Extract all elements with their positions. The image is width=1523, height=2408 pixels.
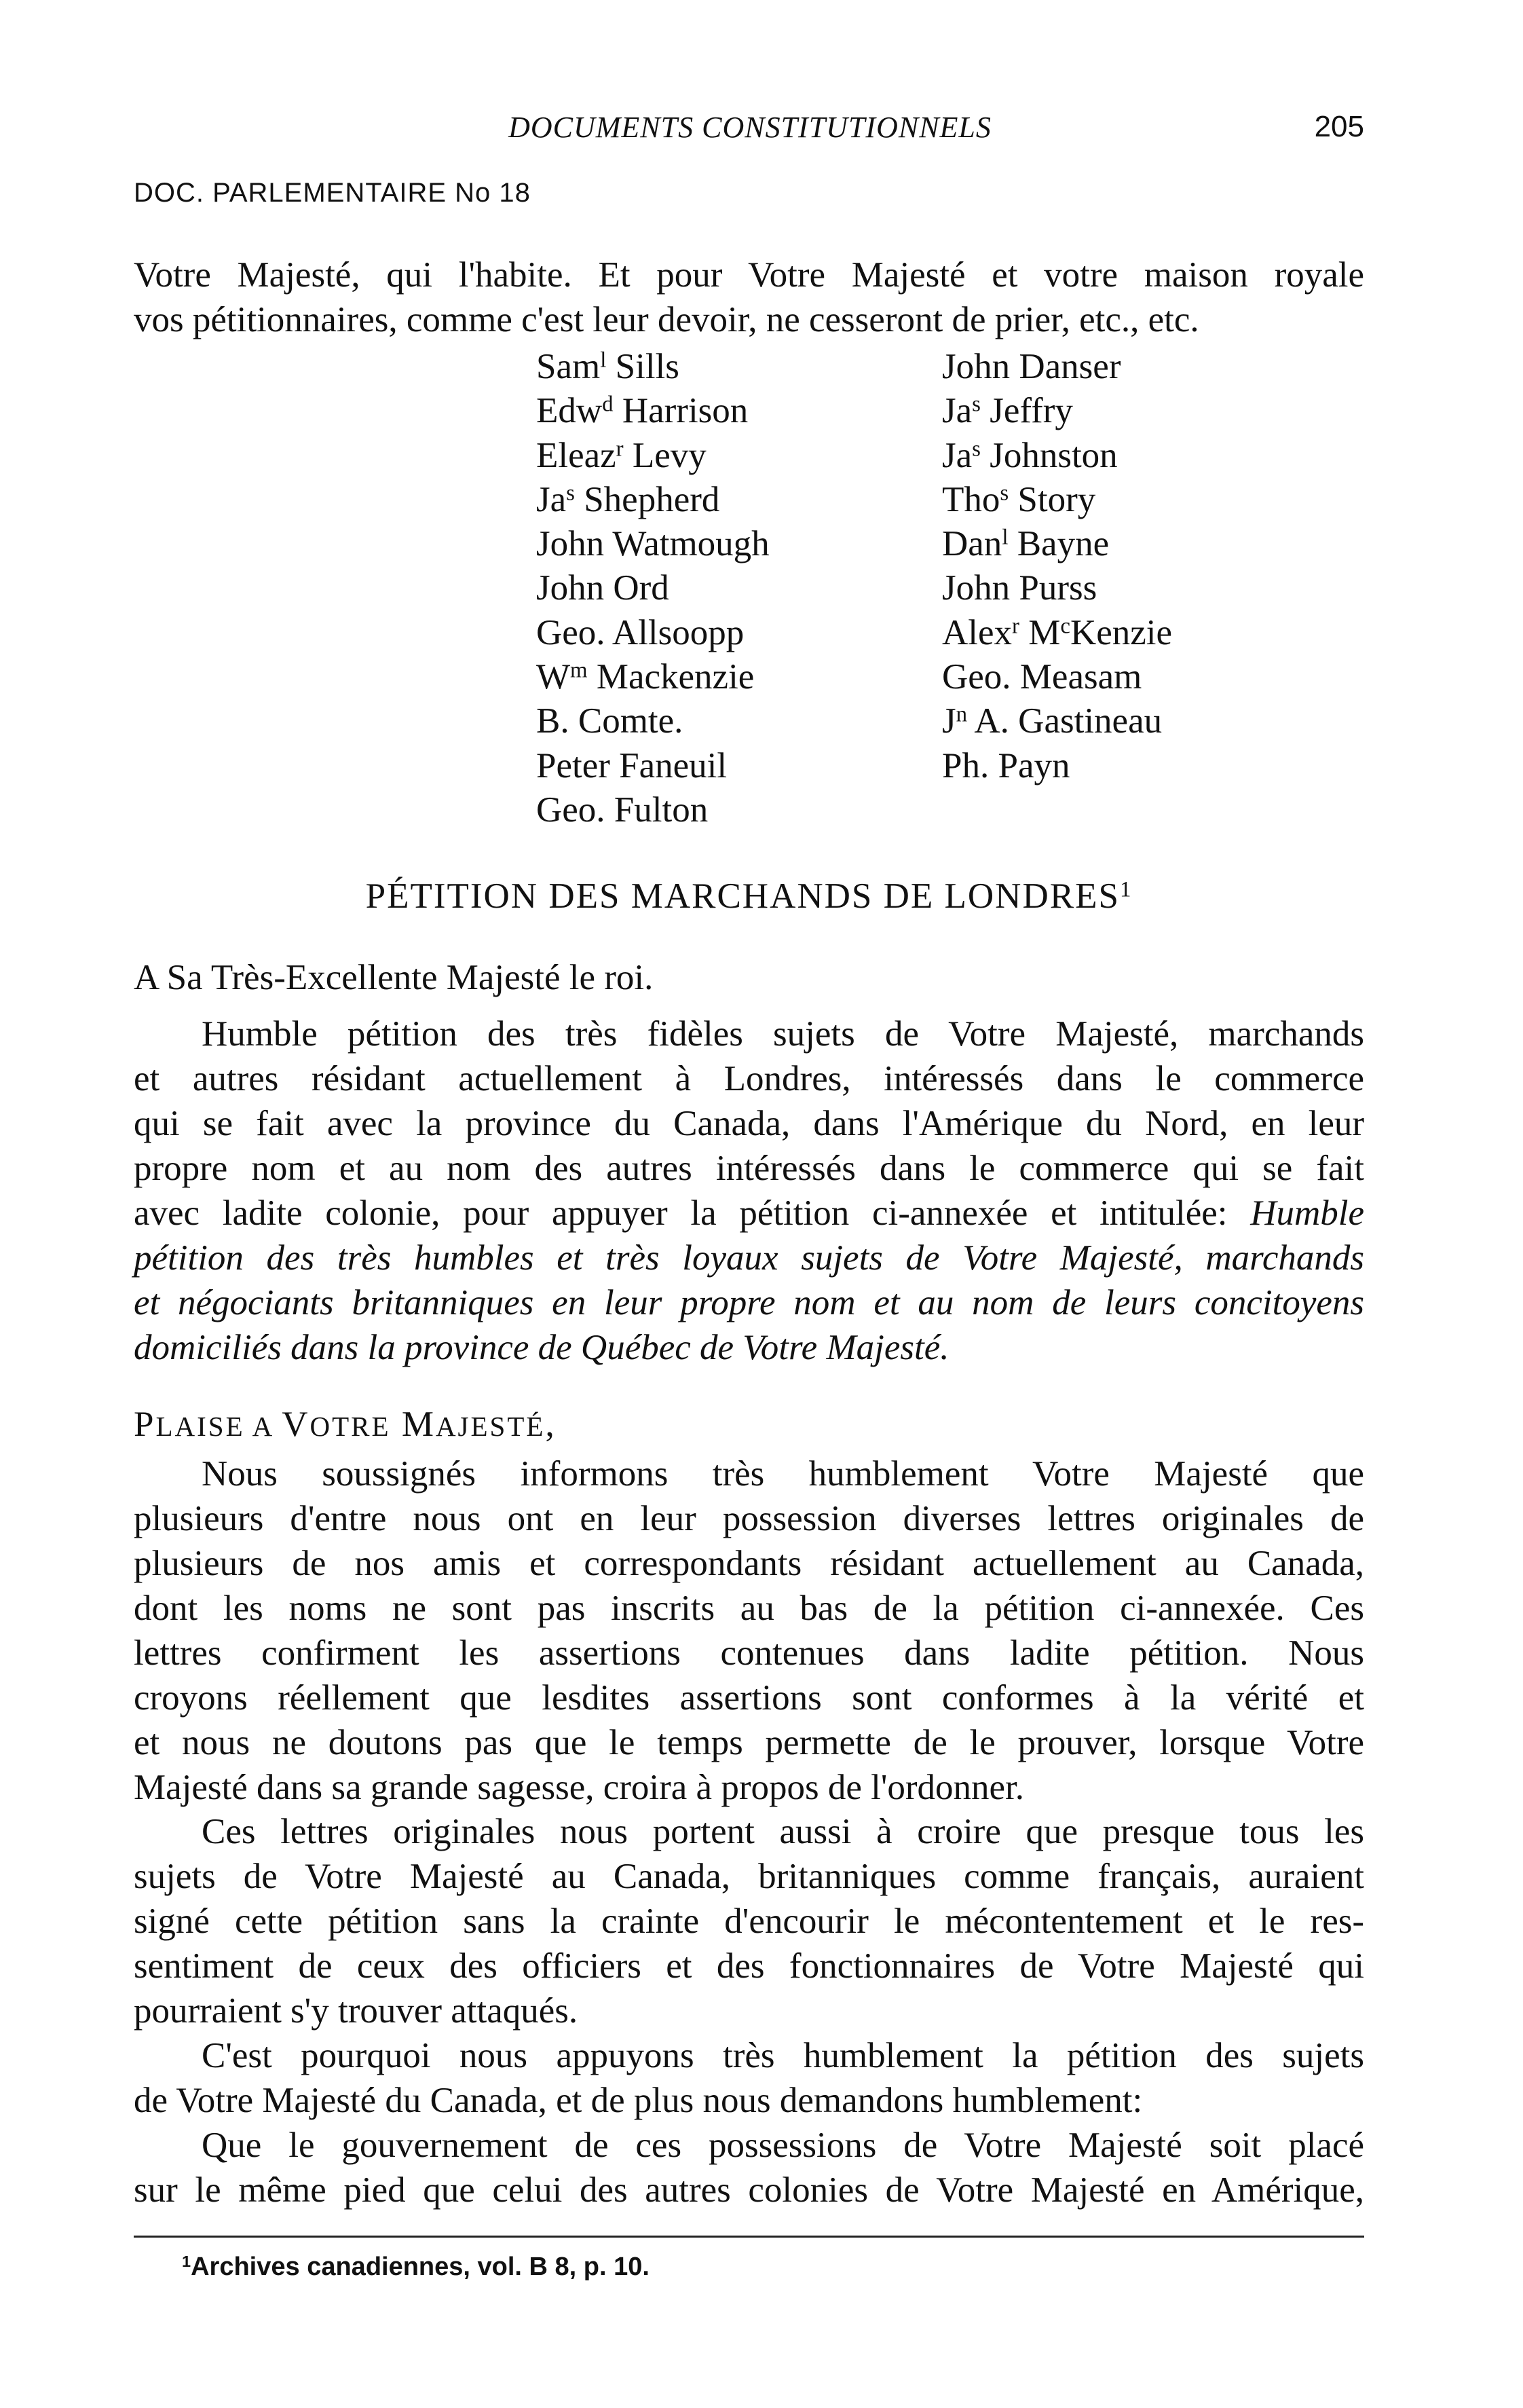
petition-paragraph-2 <box>134 1451 1364 1810</box>
text-line: sentiment de ceux des officiers et des fonctionnaires de Votre Majesté qui <box>134 1946 1364 1986</box>
footnote-reference: 1 <box>1119 877 1133 902</box>
signature-name: Tho$^s$ Story <box>942 479 1096 519</box>
text-line: plusieurs de nos amis et correspondants résidant actuellement au Canada, <box>134 1544 1364 1583</box>
running-header <box>136 110 1364 158</box>
signature-name: Ja$^s$ Jeffry <box>942 391 1073 431</box>
text-line: et autres résidant actuellement à Londres, intéressés dans le commerce <box>134 1059 1364 1098</box>
signature-name: Geo. Measam <box>942 657 1142 697</box>
signature-name: Ja$^s$ Shepherd <box>536 479 720 519</box>
text-line: Majesté dans sa grande sagesse, croira à propos de l'ordonner. <box>134 1768 1025 1807</box>
signature-name: John Watmough <box>536 524 770 564</box>
signature-column-right <box>942 345 1172 788</box>
text-line: Votre Majesté, qui l'habite. Et pour Votre Majesté et votre maison royale <box>134 255 1364 295</box>
text-line: pétition des très humbles et très loyaux sujets de Votre Majesté, marchands <box>134 1238 1364 1278</box>
signature-name: Peter Faneuil <box>536 745 728 785</box>
signature-name: Dan$^l$ Bayne <box>942 524 1110 564</box>
signature-name: Ph. Payn <box>942 745 1070 785</box>
signature-name: John Ord <box>536 568 669 608</box>
text-line: sur le même pied que celui des autres colonies de Votre Majesté en Amérique, <box>134 2170 1364 2210</box>
text-line: avec ladite colonie, pour appuyer la pétition ci-annexée et intitulée: Humble <box>134 1193 1364 1233</box>
footnote-divider <box>134 2236 1364 2238</box>
text-line: de Votre Majesté du Canada, et de plus nous demandons humblement: <box>134 2081 1143 2120</box>
opening-paragraph <box>134 253 1364 342</box>
signature-name: $W^m$ Mackenzie <box>536 657 755 697</box>
signature-name: Eleaz$^r$ Levy <box>536 435 707 475</box>
petition-paragraph-4 <box>134 2033 1364 2123</box>
footnote: $^1$Archives canadiennes, vol. B 8, p. 10. <box>182 2253 650 2281</box>
signature-column-left <box>536 345 770 832</box>
signature-name: Sam$^l$ Sills <box>536 347 679 386</box>
salutation: PLAISE A VOTRE MAJESTÉ, <box>134 1405 557 1444</box>
petition-paragraph-5 <box>134 2123 1364 2212</box>
petition-paragraph-1 <box>134 1012 1364 1370</box>
text-line: qui se fait avec la province du Canada, dans l'Amérique du Nord, en leur <box>134 1104 1364 1143</box>
text-line: croyons réellement que lesdites assertions sont conformes à la vérité et <box>134 1678 1364 1718</box>
text-line: plusieurs d'entre nous ont en leur possession diverses lettres originales de <box>134 1499 1364 1538</box>
signature-name: Ja$^s$ Johnston <box>942 435 1118 475</box>
signature-name: John Purss <box>942 568 1097 608</box>
petition-paragraph-3 <box>134 1809 1364 2033</box>
text-line: Nous soussignés informons très humblement Votre Majesté que <box>202 1454 1364 1494</box>
text-line: Humble pétition des très fidèles sujets de Votre Majesté, marchands <box>202 1014 1364 1054</box>
signature-name: John Danser <box>942 347 1121 386</box>
section-title: PÉTITION DES MARCHANDS DE LONDRES$^1$ <box>365 876 1133 916</box>
signature-name: Geo. Allsoopp <box>536 612 745 652</box>
signature-name: Edw$^d$ Harrison <box>536 391 749 431</box>
page-number: 205 <box>1314 110 1364 143</box>
signature-name: Alex$^r$ $M^cKenzie$ <box>942 612 1173 652</box>
signature-name: $J^n$ A. Gastineau <box>942 701 1163 741</box>
text-line: domiciliés dans la province de Québec de Votre Majesté. <box>134 1328 949 1367</box>
text-line: signé cette pétition sans la crainte d'encourir le mécontentement et le res- <box>134 1902 1364 1941</box>
text-line: C'est pourquoi nous appuyons très humblement la pétition des sujets <box>202 2036 1364 2075</box>
text-line: propre nom et au nom des autres intéressés dans le commerce qui se fait <box>134 1149 1364 1188</box>
text-line: Que le gouvernement de ces possessions de Votre Majesté soit placé <box>202 2126 1364 2165</box>
text-line: pourraient s'y trouver attaqués. <box>134 1991 578 2031</box>
text-line: lettres confirment les assertions contenues dans ladite pétition. Nous <box>134 1633 1364 1673</box>
running-title: DOCUMENTS CONSTITUTIONNELS <box>508 111 992 144</box>
text-line: vos pétitionnaires, comme c'est leur devoir, ne cesseront de prier, etc., etc. <box>134 300 1199 339</box>
text-line: et négociants britanniques en leur propre nom et au nom de leurs concitoyens <box>134 1283 1364 1322</box>
signature-name: Geo. Fulton <box>536 790 709 830</box>
signature-name: B. Comte. <box>536 701 683 741</box>
address-line: A Sa Très-Excellente Majesté le roi. <box>134 958 654 997</box>
text-line: Ces lettres originales nous portent aussi à croire que presque tous les <box>202 1812 1364 1851</box>
document-reference: DOC. PARLEMENTAIRE No 18 <box>134 178 531 208</box>
text-line: et nous ne doutons pas que le temps permette de le prouver, lorsque Votre <box>134 1723 1364 1762</box>
text-line: dont les noms ne sont pas inscrits au bas de la pétition ci-annexée. Ces <box>134 1589 1364 1628</box>
text-line: sujets de Votre Majesté au Canada, britanniques comme français, auraient <box>134 1857 1364 1896</box>
